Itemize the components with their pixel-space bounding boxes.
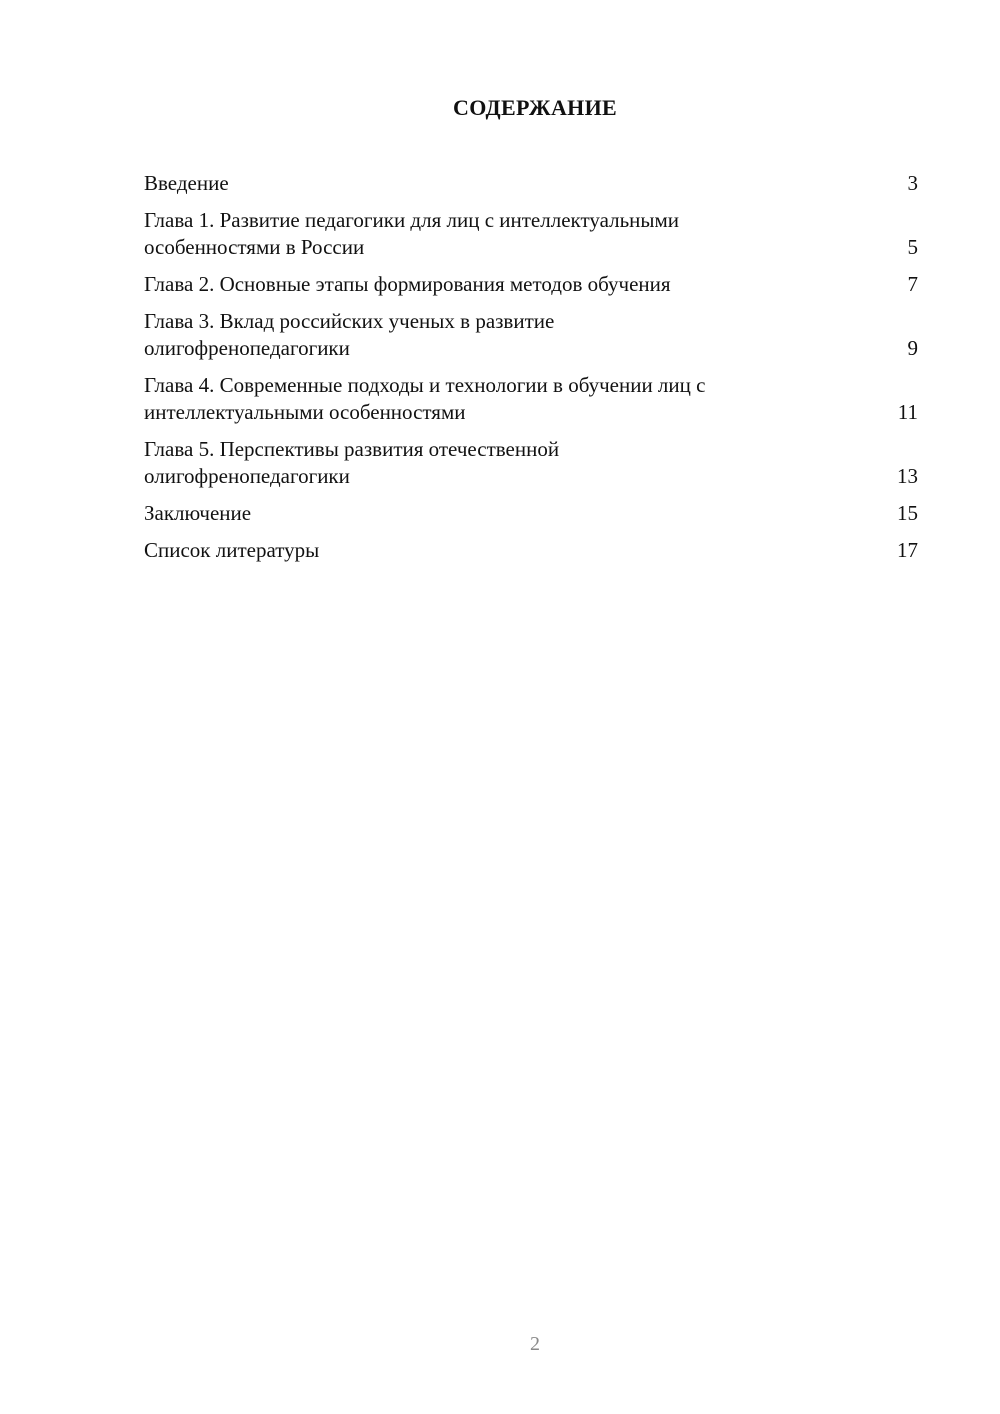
toc-entry-chapter-3[interactable] (144, 308, 918, 362)
toc-entry-label: Глава 5. Перспективы развития отечественной олигофренопедагогики (144, 437, 560, 488)
toc-entry-chapter-5[interactable] (144, 436, 918, 490)
page-number: 2 (530, 1333, 540, 1355)
toc-entry-label: Введение (144, 171, 229, 195)
toc-entry-page: 7 (907, 272, 918, 296)
toc-entry-chapter-1[interactable] (144, 207, 918, 261)
toc-entry-label: Глава 4. Современные подходы и технологии в обучении лиц с интеллектуальными особенностями (144, 373, 706, 424)
toc-entry-page: 15 (897, 501, 918, 525)
toc-entry-page: 3 (907, 171, 918, 195)
page-title: СОДЕРЖАНИЕ (453, 95, 617, 120)
toc-entry-label: Глава 3. Вклад российских ученых в развитие олигофренопедагогики (144, 309, 555, 360)
toc-entry-page: 5 (907, 235, 918, 259)
toc-entry-label: Заключение (144, 501, 252, 525)
table-of-contents (144, 170, 918, 574)
toc-entry-label: Глава 1. Развитие педагогики для лиц с интеллектуальными особенностями в России (144, 208, 680, 259)
toc-entry-label: Глава 2. Основные этапы формирования методов обучения (144, 272, 671, 296)
toc-entry-page: 13 (897, 464, 918, 488)
toc-entry-page: 17 (897, 538, 918, 562)
toc-entry-introduction[interactable] (144, 170, 918, 197)
toc-entry-label: Список литературы (144, 538, 320, 562)
toc-entry-chapter-2[interactable] (144, 271, 918, 298)
toc-entry-page: 9 (907, 336, 918, 360)
toc-entry-conclusion[interactable] (144, 500, 918, 527)
toc-entry-bibliography[interactable] (144, 537, 918, 564)
toc-entry-page: 11 (897, 400, 918, 424)
toc-entry-chapter-4[interactable] (144, 372, 918, 426)
